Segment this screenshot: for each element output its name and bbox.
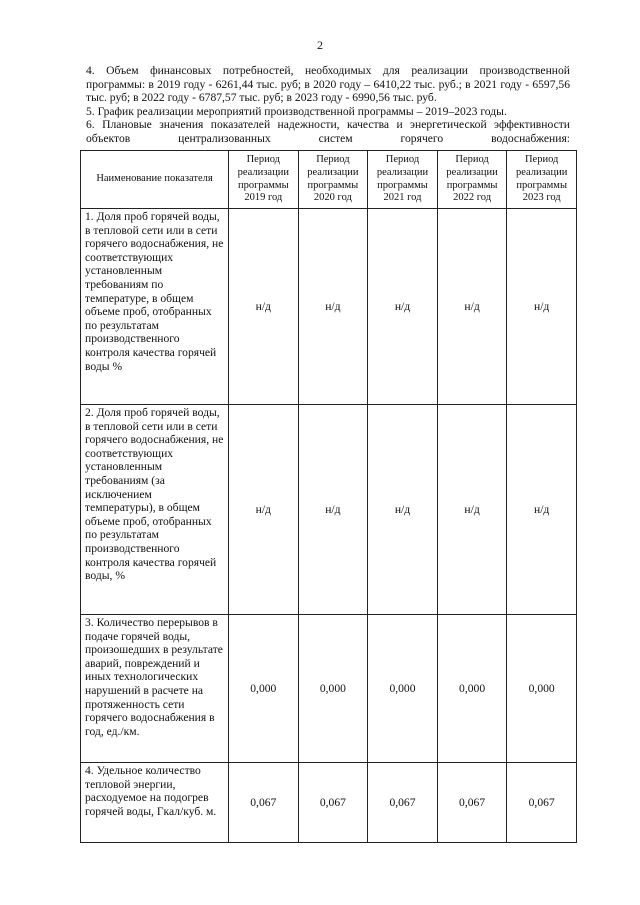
page-number: 2	[317, 38, 323, 52]
header-period-2019: Период реализации программы 2019 год	[229, 151, 299, 209]
value-2023: 0,067	[507, 763, 577, 843]
table-row	[81, 763, 577, 843]
header-indicator-name: Наименование показателя	[81, 151, 229, 209]
value-2022: н/д	[437, 209, 507, 405]
header-period-2021: Период реализации программы 2021 год	[368, 151, 438, 209]
paragraph-financing: 4. Объем финансовых потребностей, необходимых для реализации производственной программы: в 2019 году - 6261,44 тыс. руб; в 2020 году – 6410,22 тыс. руб.; в 2021 году - 6597,56 тыс. руб; в 2022 году - 6787,57 тыс. руб; в 2023 году - 6990,56 тыс. руб.	[86, 64, 570, 105]
value-2021: 0,067	[368, 763, 438, 843]
value-2019: н/д	[229, 209, 299, 405]
header-period-2023: Период реализации программы 2023 год	[507, 151, 577, 209]
value-2020: 0,000	[298, 615, 368, 763]
value-2020: н/д	[298, 209, 368, 405]
table-row	[81, 405, 577, 615]
value-2022: 0,067	[437, 763, 507, 843]
value-2021: н/д	[368, 405, 438, 615]
header-period-2020: Период реализации программы 2020 год	[298, 151, 368, 209]
value-2019: 0,067	[229, 763, 299, 843]
intro-text	[86, 64, 570, 146]
value-2023: н/д	[507, 209, 577, 405]
value-2019: н/д	[229, 405, 299, 615]
value-2022: н/д	[437, 405, 507, 615]
table-header-row	[81, 151, 577, 209]
value-2021: 0,000	[368, 615, 438, 763]
value-2019: 0,000	[229, 615, 299, 763]
value-2023: н/д	[507, 405, 577, 615]
indicator-name: 2. Доля проб горячей воды, в тепловой сети или в сети горячего водоснабжения, не соответствующих установленным требованиям (за исключением температуры), в общем объеме проб, отобранных по результатам производственного контроля качества горячей воды, %	[81, 405, 229, 615]
value-2023: 0,000	[507, 615, 577, 763]
header-period-2022: Период реализации программы 2022 год	[437, 151, 507, 209]
table-row	[81, 615, 577, 763]
paragraph-schedule: 5. График реализации мероприятий производственной программы – 2019–2023 годы.	[86, 104, 507, 118]
indicator-name: 1. Доля проб горячей воды, в тепловой сети или в сети горячего водоснабжения, не соответствующих установленным требованиям по температуре, в общем объеме проб, отобранных по результатам производственного контроля качества горячей воды %	[81, 209, 229, 405]
indicator-name: 3. Количество перерывов в подаче горячей воды, произошедших в результате аварий, повреждений и иных технологических нарушений в расчете на протяженность сети горячего водоснабжения в год, ед./км.	[81, 615, 229, 763]
indicators-table	[80, 150, 577, 843]
table-row	[81, 209, 577, 405]
paragraph-indicators-intro: 6. Плановые значения показателей надежности, качества и энергетической эффективности объектов централизованных систем горячего водоснабжения:	[86, 118, 570, 145]
value-2021: н/д	[368, 209, 438, 405]
value-2020: 0,067	[298, 763, 368, 843]
indicator-name: 4. Удельное количество тепловой энергии, расходуемое на подогрев горячей воды, Гкал/куб. м.	[81, 763, 229, 843]
value-2022: 0,000	[437, 615, 507, 763]
value-2020: н/д	[298, 405, 368, 615]
